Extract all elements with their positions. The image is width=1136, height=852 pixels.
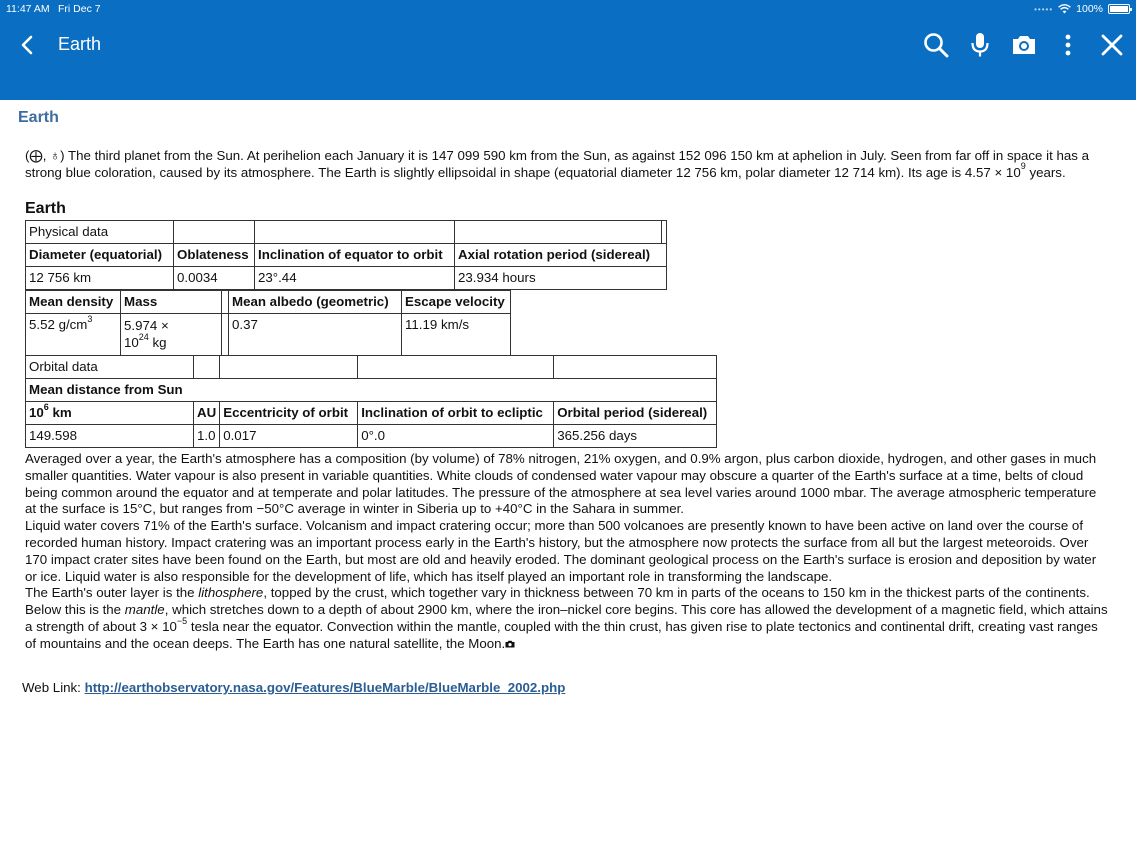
value-mass-unit: kg — [148, 335, 167, 350]
status-bar — [0, 0, 1136, 18]
interior-text-4: tesla near the equator. Convection within the mantle, coupled with the thin crust, has given rise to plate tectonics and continental drift, creating vast ranges of mountains and the ocean deeps. The Earth has one natural satellite, the Moon. — [25, 618, 1098, 651]
tesla-exponent: −5 — [176, 615, 188, 626]
value-escape-velocity: 11.19 km/s — [402, 314, 511, 356]
header-distance-base: 10 — [29, 405, 44, 420]
intro-text-end: years. — [1025, 164, 1066, 180]
toolbar-actions — [918, 28, 1130, 62]
empty-cell — [554, 356, 717, 379]
header-eccentricity: Eccentricity of orbit — [220, 402, 358, 425]
header-rotation-period: Axial rotation period (sidereal) — [455, 244, 667, 267]
surface-paragraph: Liquid water covers 71% of the Earth's surface. Volcanism and impact cratering occur; more than 500 volcanoes are presently known to have been active on land over the course of recorded human history. Impact cratering was an important process early in the Earth's history, but the atmosphere now protects the surface from all but the largest meteoroids. Over 170 impact crater sites have been found on the Earth, but most are old and heavily eroded. The dominant geological process on the Earth's surface is erosion and deposition by water or ice. Liquid water is also responsible for the development of life, which has itself played an important role in transforming the landscape. — [25, 518, 1097, 584]
top-bar — [0, 0, 1136, 100]
value-density-text: 5.52 g/cm — [29, 317, 88, 332]
header-distance-km — [26, 402, 194, 425]
intro-symbols: (⨁, ♁) — [25, 148, 65, 163]
header-density: Mean density — [26, 291, 121, 314]
battery-icon — [1108, 4, 1130, 14]
value-eccentricity: 0.017 — [220, 425, 358, 448]
body-text — [25, 451, 1110, 653]
value-density — [26, 314, 121, 356]
interior-paragraph — [25, 585, 1110, 652]
value-inclination-equator: 23°.44 — [255, 267, 455, 290]
empty-cell — [222, 291, 229, 314]
header-distance-unit: km — [48, 405, 72, 420]
empty-cell — [255, 221, 455, 244]
header-diameter: Diameter (equatorial) — [26, 244, 174, 267]
interior-text-1: The Earth's outer layer is the — [25, 585, 199, 601]
header-escape-velocity: Escape velocity — [402, 291, 511, 314]
page-title: Earth — [58, 34, 102, 54]
value-distance-km: 149.598 — [26, 425, 194, 448]
interior-text-2: , topped by the crust, which together vary in thickness between 70 km in parts of the oceans to 150 km in the thickest parts of the continents. Below this is the — [25, 585, 1090, 618]
empty-cell — [662, 221, 667, 244]
value-orbital-period: 365.256 days — [554, 425, 717, 448]
intro-exponent: 9 — [1020, 161, 1026, 172]
physical-data-table — [25, 220, 667, 290]
header-inclination-orbit: Inclination of orbit to ecliptic — [358, 402, 554, 425]
battery-percent: 100% — [1076, 3, 1103, 15]
chevron-left-icon — [20, 35, 34, 55]
weblink-label: Web Link: — [22, 680, 85, 695]
entry-content — [0, 100, 1136, 852]
atmosphere-paragraph: Averaged over a year, the Earth's atmosphere has a composition (by volume) of 78% nitrogen, 21% oxygen, and 0.9% argon, plus carbon dioxide, hydrogen, and other gases in much smaller quantities. Water vapour is also present in variable quantities. White clouds of condensed water vapour may obscure a quarter of the Earth's surface at a time, belts of cloud being common around the equator and at temperate and polar latitudes. The pressure of the atmosphere at sea level varies around 1000 mbar. The average atmospheric temperature at the surface is 15°C, but ranges from −50°C average in winter in Siberia up to +40°C in the Sahara in summer. — [25, 451, 1097, 517]
value-inclination-orbit: 0°.0 — [358, 425, 554, 448]
value-density-exponent: 3 — [87, 313, 93, 324]
empty-cell — [455, 221, 662, 244]
header-distance-exponent: 6 — [43, 401, 49, 412]
more-vertical-icon — [1064, 34, 1072, 56]
value-mass-base: 10 — [124, 335, 139, 350]
value-mass — [121, 314, 222, 356]
empty-cell — [194, 356, 220, 379]
status-right — [1034, 3, 1130, 15]
header-albedo: Mean albedo (geometric) — [229, 291, 402, 314]
close-button[interactable] — [1094, 28, 1130, 62]
search-button[interactable] — [918, 28, 954, 62]
signal-icon: ••••• — [1034, 4, 1054, 14]
physical-section-label: Physical data — [26, 221, 174, 244]
table-title: Earth — [25, 200, 66, 217]
orbital-section-label: Orbital data — [26, 356, 194, 379]
empty-cell — [222, 314, 229, 356]
header-au: AU — [194, 402, 220, 425]
back-button[interactable] — [12, 30, 42, 60]
value-oblateness: 0.0034 — [174, 267, 255, 290]
value-rotation-period: 23.934 hours — [455, 267, 667, 290]
status-date: Fri Dec 7 — [58, 3, 101, 15]
physical-data-table-2 — [25, 290, 511, 356]
orbital-subsection-label: Mean distance from Sun — [26, 379, 717, 402]
value-diameter: 12 756 km — [26, 267, 174, 290]
empty-cell — [174, 221, 255, 244]
wifi-icon — [1058, 4, 1071, 14]
close-icon — [1101, 34, 1123, 56]
nav-row — [0, 22, 1136, 68]
search-icon — [923, 32, 949, 58]
value-mass-text: 5.974 × — [124, 318, 169, 333]
voice-search-button[interactable] — [962, 28, 998, 62]
camera-button[interactable] — [1006, 28, 1042, 62]
header-mass: Mass — [121, 291, 222, 314]
value-mass-exponent: 24 — [138, 331, 149, 342]
empty-cell — [220, 356, 358, 379]
empty-cell — [358, 356, 554, 379]
value-au: 1.0 — [194, 425, 220, 448]
weblink-row — [22, 680, 565, 695]
mantle-term: mantle — [124, 602, 165, 618]
header-oblateness: Oblateness — [174, 244, 255, 267]
intro-paragraph — [25, 148, 1110, 182]
header-inclination-equator: Inclination of equator to orbit — [255, 244, 455, 267]
weblink-url[interactable]: http://earthobservatory.nasa.gov/Features/BlueMarble/BlueMarble_2002.php — [84, 680, 566, 695]
more-options-button[interactable] — [1050, 28, 1086, 62]
lithosphere-term: lithosphere — [198, 585, 264, 601]
orbital-data-table — [25, 355, 717, 448]
intro-text: The third planet from the Sun. At perihelion each January it is 147 099 590 km from the Sun, as against 152 096 150 km at aphelion in July. Seen from far off in space it has a strong blue coloration, caused by its atmosphere. The Earth is slightly ellipsoidal in shape (equatorial diameter 12 756 km, polar diameter 12 714 km). Its age is 4.57 × 10 — [25, 148, 1089, 180]
entry-heading: Earth — [18, 109, 59, 126]
microphone-icon — [970, 32, 990, 58]
camera-icon — [1011, 34, 1037, 56]
value-albedo: 0.37 — [229, 314, 402, 356]
header-orbital-period: Orbital period (sidereal) — [554, 402, 717, 425]
interior-text-3: , which stretches down to a depth of about 2900 km, where the iron–nickel core begins. This core has allowed the development of a magnetic field, which attains a strength of about 3 × 10 — [25, 602, 1108, 634]
camera-small-icon[interactable] — [505, 640, 515, 648]
status-time: 11:47 AM — [6, 3, 50, 15]
